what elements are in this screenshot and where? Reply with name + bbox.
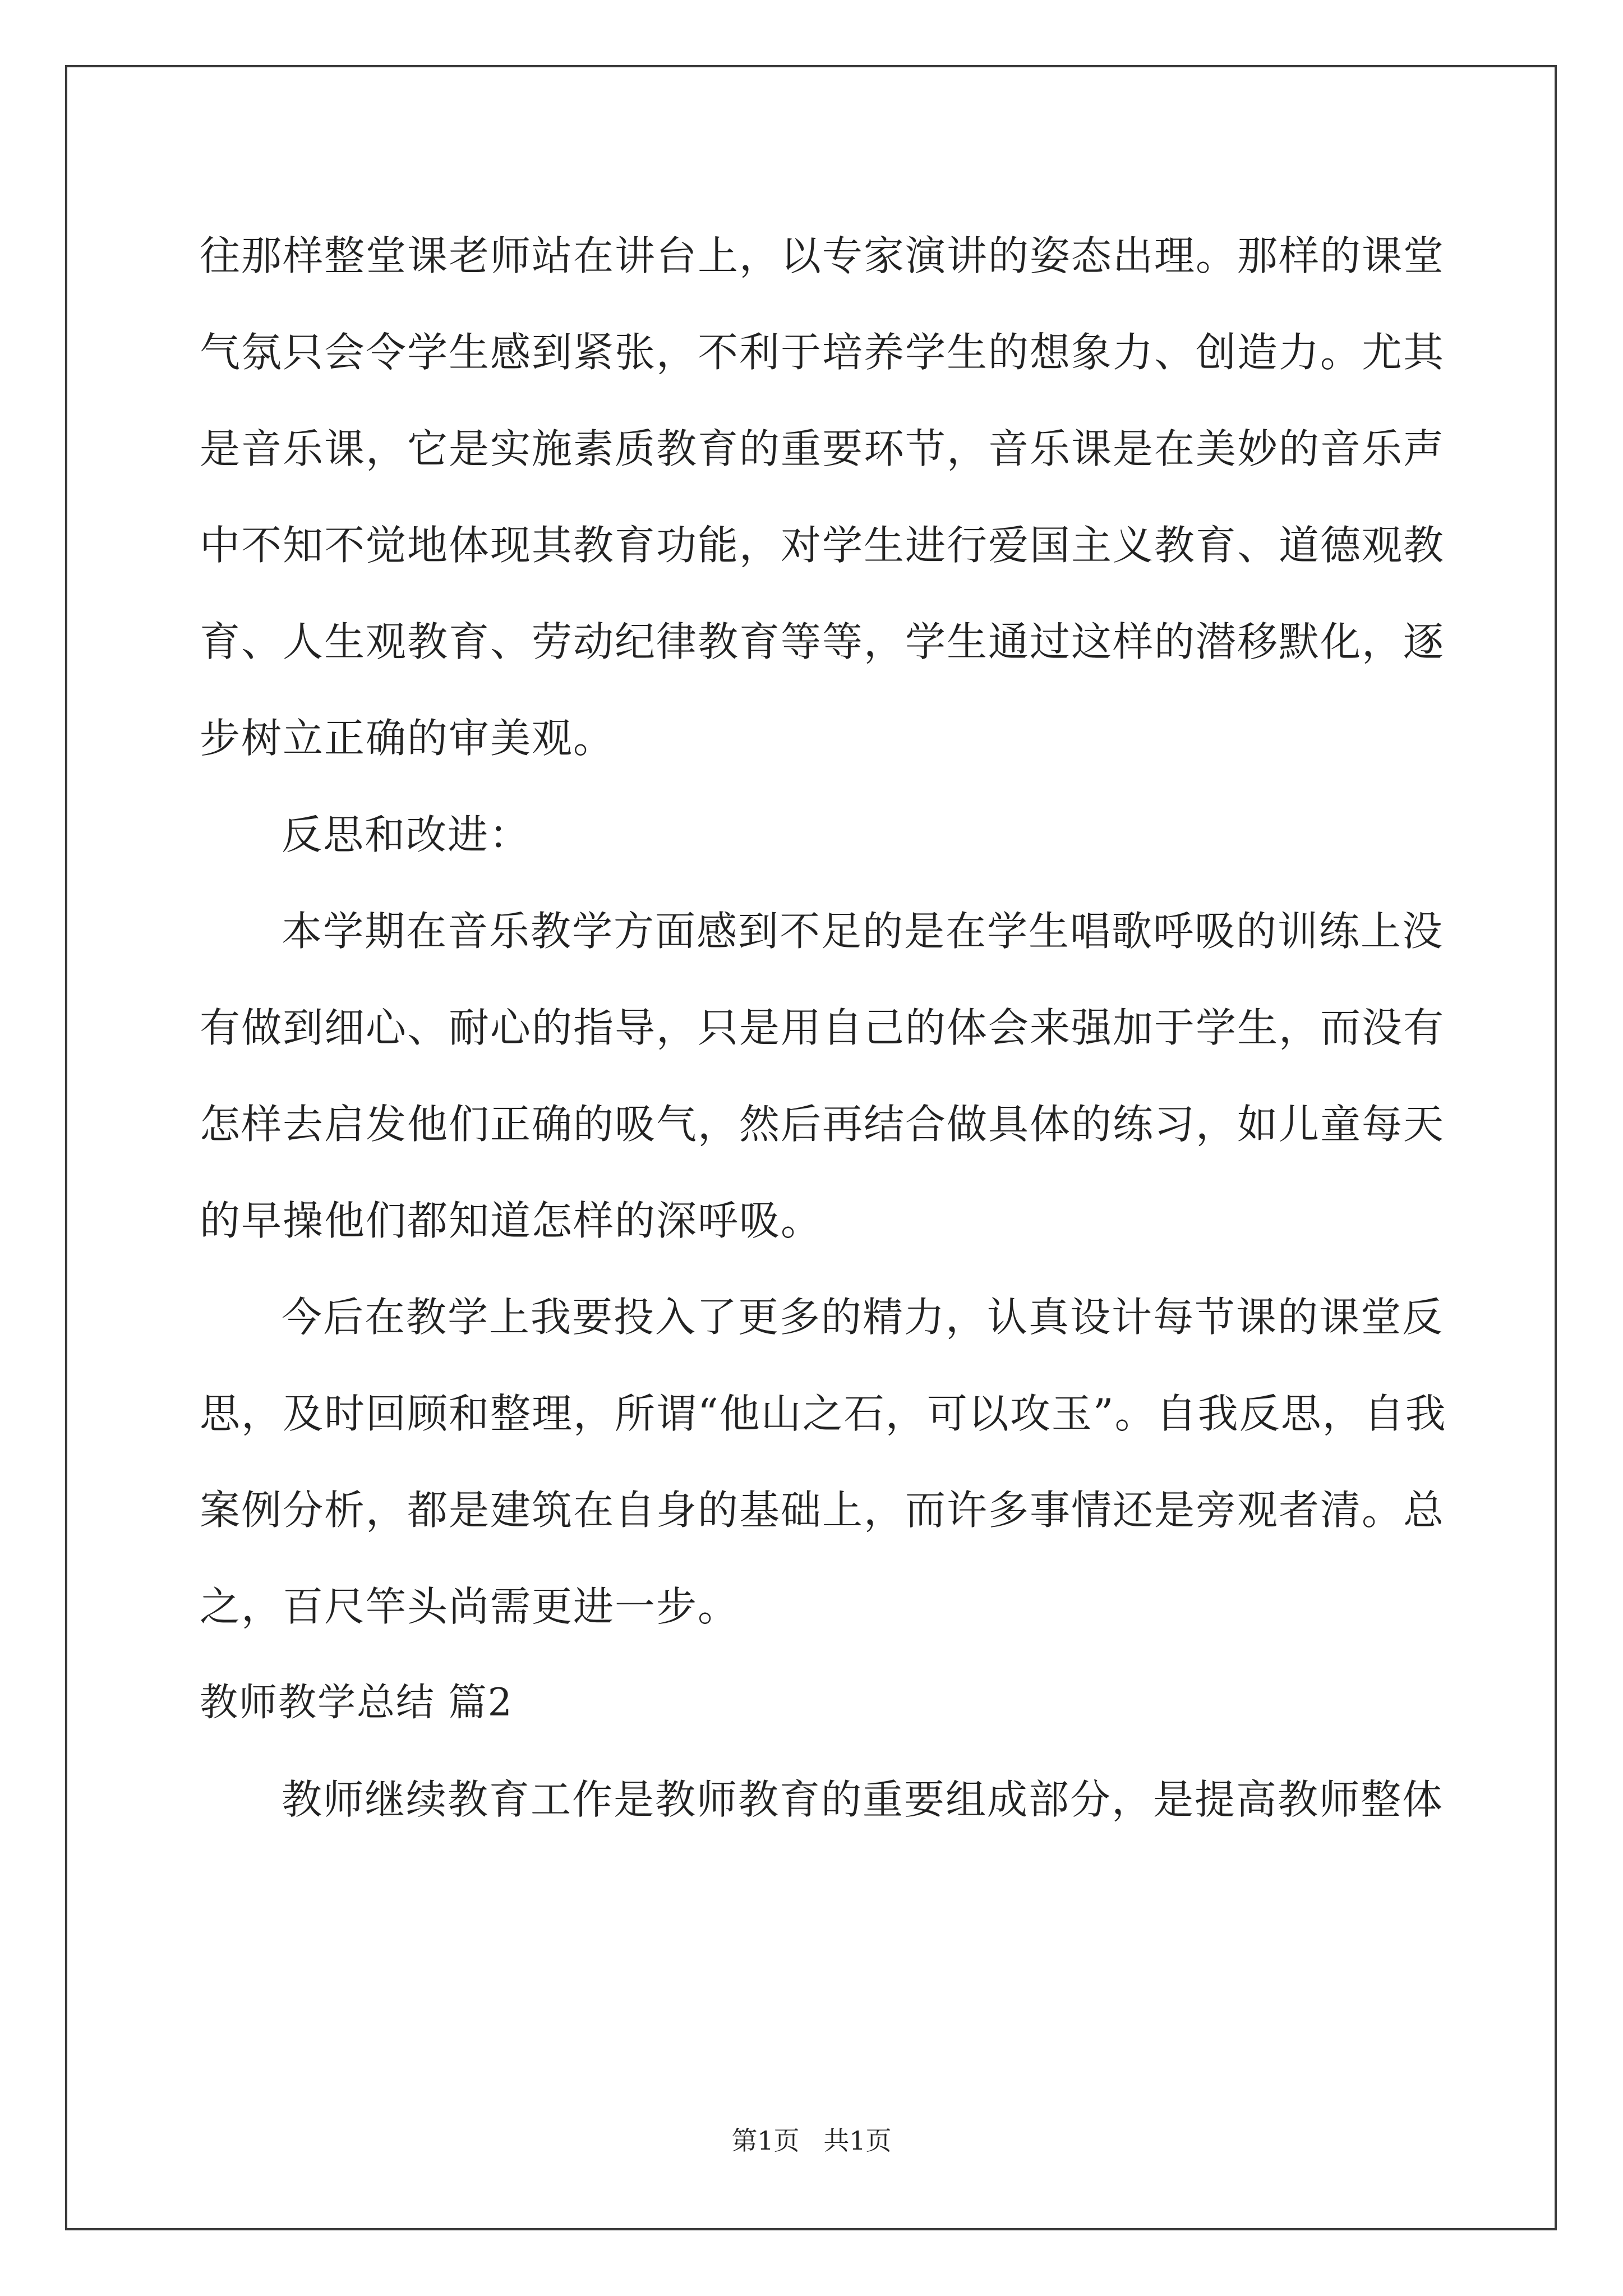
text-line: 案例分析，都是建筑在自身的基础上，而许多事情还是旁观者清。总 xyxy=(200,1487,1445,1534)
document-body xyxy=(200,208,1447,1848)
paragraph-lines-2 xyxy=(200,883,1445,1269)
page-footer xyxy=(0,2120,1623,2157)
page-number: 第1页 xyxy=(731,2125,800,2156)
paragraph-lines-1 xyxy=(200,208,1445,786)
text-line: 思，及时回顾和整理，所谓“他山之石，可以攻玉”。自我反思，自我 xyxy=(200,1390,1447,1437)
page-total: 共1页 xyxy=(823,2125,892,2156)
paragraph-lines-4 xyxy=(200,1751,1444,1848)
text-line: 有做到细心、耐心的指导，只是用自己的体会来强加于学生，而没有 xyxy=(200,1004,1445,1051)
paragraph-lines-3 xyxy=(200,1269,1447,1655)
text-line: 本学期在音乐教学方面感到不足的是在学生唱歌呼吸的训练上没 xyxy=(282,908,1444,955)
text-line: 中不知不觉地体现其教育功能，对学生进行爱国主义教育、道德观教 xyxy=(200,522,1445,569)
text-line: 的早操他们都知道怎样的深呼吸。 xyxy=(200,1197,823,1244)
text-line: 是音乐课，它是实施素质教育的重要环节，音乐课是在美妙的音乐声 xyxy=(200,425,1445,472)
text-line: 教师继续教育工作是教师教育的重要组成部分，是提高教师整体 xyxy=(282,1776,1444,1823)
text-line: 育、人生观教育、劳动纪律教育等等，学生通过这样的潜移默化，逐 xyxy=(200,618,1445,665)
text-line: 怎样去启发他们正确的吸气，然后再结合做具体的练习，如儿童每天 xyxy=(200,1101,1445,1148)
text-line: 气氛只会令学生感到紧张，不利于培养学生的想象力、创造力。尤其 xyxy=(200,329,1445,376)
text-line: 之，百尺竿头尚需更进一步。 xyxy=(200,1583,740,1630)
text-line: 步树立正确的审美观。 xyxy=(200,715,615,762)
text-line: 今后在教学上我要投入了更多的精力，认真设计每节课的课堂反 xyxy=(282,1294,1444,1341)
subheading-reflection: 反思和改进： xyxy=(282,811,531,858)
section-heading: 教师教学总结 篇2 xyxy=(200,1681,513,1725)
text-line: 往那样整堂课老师站在讲台上，以专家演讲的姿态出理。那样的课堂 xyxy=(200,232,1445,279)
